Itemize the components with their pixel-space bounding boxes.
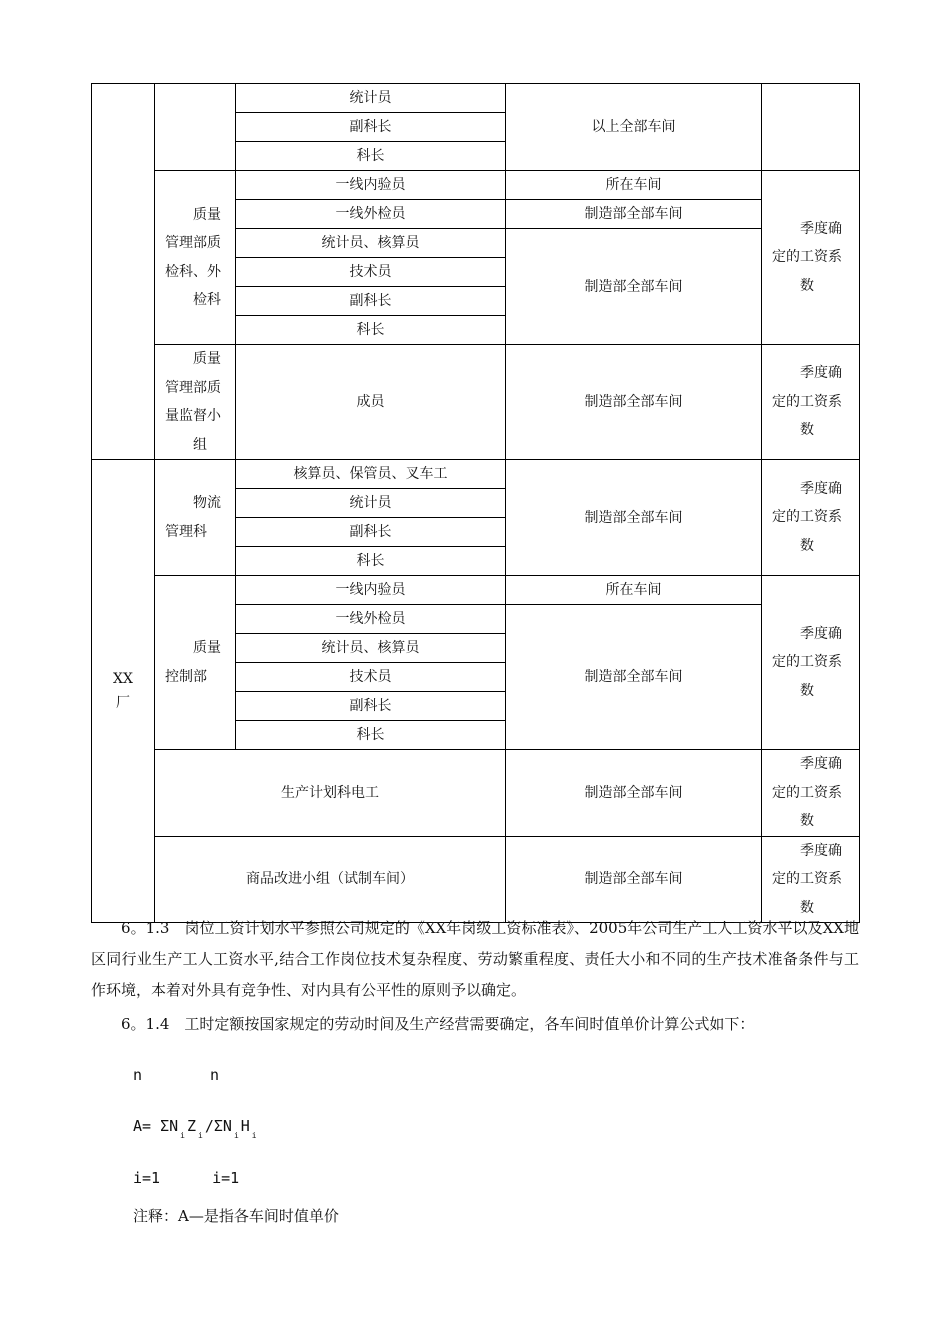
role-cell: 科长: [236, 316, 506, 345]
role-cell: 副科长: [236, 518, 506, 547]
role-cell: 技术员: [236, 258, 506, 287]
formula-lower-limits: i=1 i=1: [133, 1169, 240, 1187]
role-cell: 统计员: [236, 489, 506, 518]
coef-cell: 季度确 定的工资系 数: [762, 460, 860, 576]
plant-cell-xx: XX 厂: [92, 460, 155, 923]
dept-cell-quality-control: 质量 控制部: [155, 576, 236, 750]
role-cell-improvement-group: 商品改进小组（试制车间）: [155, 836, 506, 923]
scope-cell: 制造部全部车间: [506, 605, 762, 750]
coef-cell: 季度确 定的工资系 数: [762, 171, 860, 345]
role-cell: 科长: [236, 721, 506, 750]
dept-cell-quality-supervision: 质量 管理部质 量监督小 组: [155, 345, 236, 460]
dept-cell-logistics: 物流 管理科: [155, 460, 236, 576]
wage-coefficient-table: [91, 83, 860, 923]
role-cell: 副科长: [236, 113, 506, 142]
scope-cell: 所在车间: [506, 576, 762, 605]
scope-cell: 制造部全部车间: [506, 345, 762, 460]
coef-cell: 季度确 定的工资系 数: [762, 750, 860, 837]
scope-cell: 制造部全部车间: [506, 200, 762, 229]
paragraph-6-1-3: 6。1.3 岗位工资计划水平参照公司规定的《XX年岗级工资标准表》、2005年公司生产工人工资水平以及XX地区同行业生产工人工资水平,结合工作岗位技术复杂程度、劳动繁重程度、责任大小和不同的生产技术准备条件与工作环境，本着对外具有竞争性、对内具有公平性的原则予以确定。: [91, 919, 859, 999]
role-cell: 统计员、核算员: [236, 229, 506, 258]
role-cell: 统计员: [236, 84, 506, 113]
scope-cell: 制造部全部车间: [506, 460, 762, 576]
role-cell: 技术员: [236, 663, 506, 692]
coef-cell: 季度确 定的工资系 数: [762, 836, 860, 923]
note-text: 注释：A—是指各车间时值单价: [133, 1207, 339, 1225]
paragraph-6-1-4: 6。1.4 工时定额按国家规定的劳动时间及生产经营需要确定，各车间时值单价计算公式如下：: [121, 1015, 755, 1033]
role-cell: 一线外检员: [236, 200, 506, 229]
scope-cell: 制造部全部车间: [506, 229, 762, 345]
role-cell: 科长: [236, 142, 506, 171]
role-cell: 副科长: [236, 287, 506, 316]
scope-cell: 以上全部车间: [506, 84, 762, 171]
coef-cell: 季度确 定的工资系 数: [762, 345, 860, 460]
role-cell: 核算员、保管员、叉车工: [236, 460, 506, 489]
scope-cell: 制造部全部车间: [506, 836, 762, 923]
formula-upper-limits: n n: [133, 1066, 220, 1084]
role-cell: 一线内验员: [236, 171, 506, 200]
dept-cell-quality-inspection: 质量 管理部质 检科、外 检科: [155, 171, 236, 345]
scope-cell: 制造部全部车间: [506, 750, 762, 837]
role-cell: 科长: [236, 547, 506, 576]
formula-main: $A= \Sigma N_iZ_i/\Sigma N_iH_i$: [133, 1117, 257, 1140]
role-cell: 统计员、核算员: [236, 634, 506, 663]
dept-cell-blank: [155, 84, 236, 171]
role-cell: 一线内验员: [236, 576, 506, 605]
role-cell-electrician: 生产计划科电工: [155, 750, 506, 837]
role-cell: 成员: [236, 345, 506, 460]
coef-cell-blank: [762, 84, 860, 171]
role-cell: 一线外检员: [236, 605, 506, 634]
plant-cell-blank: [92, 84, 155, 460]
role-cell: 副科长: [236, 692, 506, 721]
scope-cell: 所在车间: [506, 171, 762, 200]
coef-cell: 季度确 定的工资系 数: [762, 576, 860, 750]
